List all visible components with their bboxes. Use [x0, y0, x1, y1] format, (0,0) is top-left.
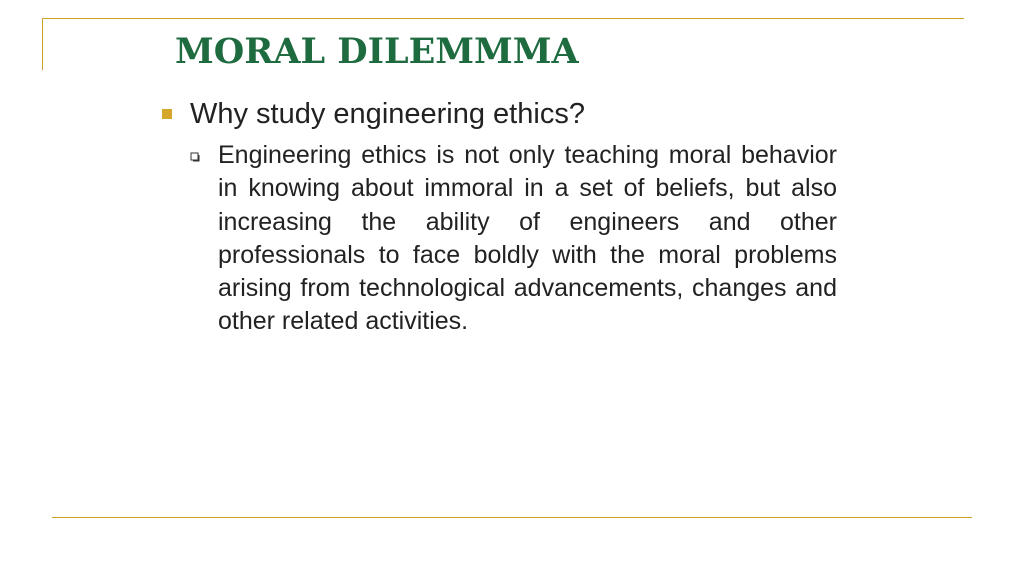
main-bullet-text: Why study engineering ethics?: [190, 98, 585, 130]
left-accent-line: [42, 18, 43, 70]
main-bullet: [162, 96, 585, 132]
hollow-square-bullet-icon: [190, 152, 200, 162]
slide-title: MORAL DILEMMMA: [175, 31, 579, 72]
bottom-divider-line: [52, 517, 972, 518]
sub-bullet-text: Engineering ethics is not only teaching moral behavior in knowing about immoral in a set of beliefs, but also increasing the ability of engineers and other professionals to face boldly with the moral problems arising from technological advancements, changes and other related activities.: [218, 141, 837, 336]
square-bullet-icon: [162, 109, 172, 119]
top-divider-line: [42, 18, 964, 19]
